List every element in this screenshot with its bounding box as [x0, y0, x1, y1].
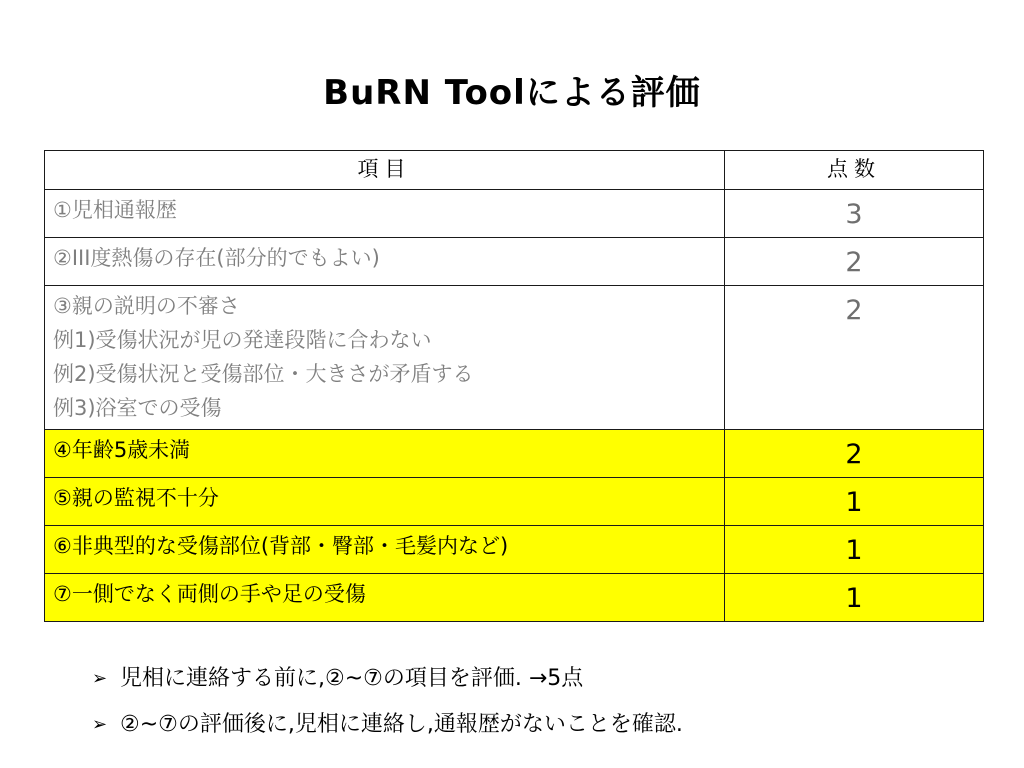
item-cell	[45, 430, 725, 478]
table-row-3	[45, 286, 984, 430]
bullet-item	[92, 664, 992, 710]
item-text: ⑦一側でなく両側の手や足の受傷	[53, 582, 366, 606]
item-cell	[45, 478, 725, 526]
arrow-bullet-icon: ➢	[92, 714, 108, 735]
table-header-row	[45, 151, 984, 190]
table-row-7	[45, 574, 984, 622]
item-text: ③親の説明の不審さ	[53, 294, 240, 318]
score-cell: 3	[725, 190, 984, 238]
table-row-5	[45, 478, 984, 526]
bullet-text: 児相に連絡する前に,②~⑦の項目を評価. →5点	[120, 666, 584, 691]
bullet-list	[92, 664, 992, 756]
item-text: ⑤親の監視不十分	[53, 486, 219, 510]
item-cell	[45, 190, 725, 238]
score-cell: 1	[725, 574, 984, 622]
item-text: ⑥非典型的な受傷部位(背部・臀部・毛髪内など)	[53, 534, 509, 558]
item-text: ②III度熱傷の存在(部分的でもよい)	[53, 246, 380, 270]
item-cell	[45, 286, 725, 430]
table-row-6	[45, 526, 984, 574]
item-text: ④年齢5歳未満	[53, 438, 191, 462]
example-text: 例1)受傷状況が児の発達段階に合わない	[53, 328, 432, 352]
score-cell: 1	[725, 526, 984, 574]
arrow-bullet-icon: ➢	[92, 668, 108, 689]
example-text: 例2)受傷状況と受傷部位・大きさが矛盾する	[53, 362, 474, 386]
example-text: 例3)浴室での受傷	[53, 396, 222, 420]
slide-title: BuRN Toolによる評価	[323, 72, 701, 113]
item-cell	[45, 238, 725, 286]
item-cell	[45, 526, 725, 574]
score-cell: 1	[725, 478, 984, 526]
evaluation-table	[44, 150, 984, 622]
table-row-2	[45, 238, 984, 286]
item-cell	[45, 574, 725, 622]
bullet-text: ②~⑦の評価後に,児相に連絡し,通報歴がないことを確認.	[120, 712, 683, 737]
table-row-1	[45, 190, 984, 238]
score-cell: 2	[725, 430, 984, 478]
header-score: 点数	[725, 151, 984, 190]
score-cell: 2	[725, 238, 984, 286]
item-text: ①児相通報歴	[53, 198, 177, 222]
bullet-item	[92, 710, 992, 756]
header-item: 項目	[45, 151, 725, 190]
score-cell: 2	[725, 286, 984, 430]
table-row-4	[45, 430, 984, 478]
